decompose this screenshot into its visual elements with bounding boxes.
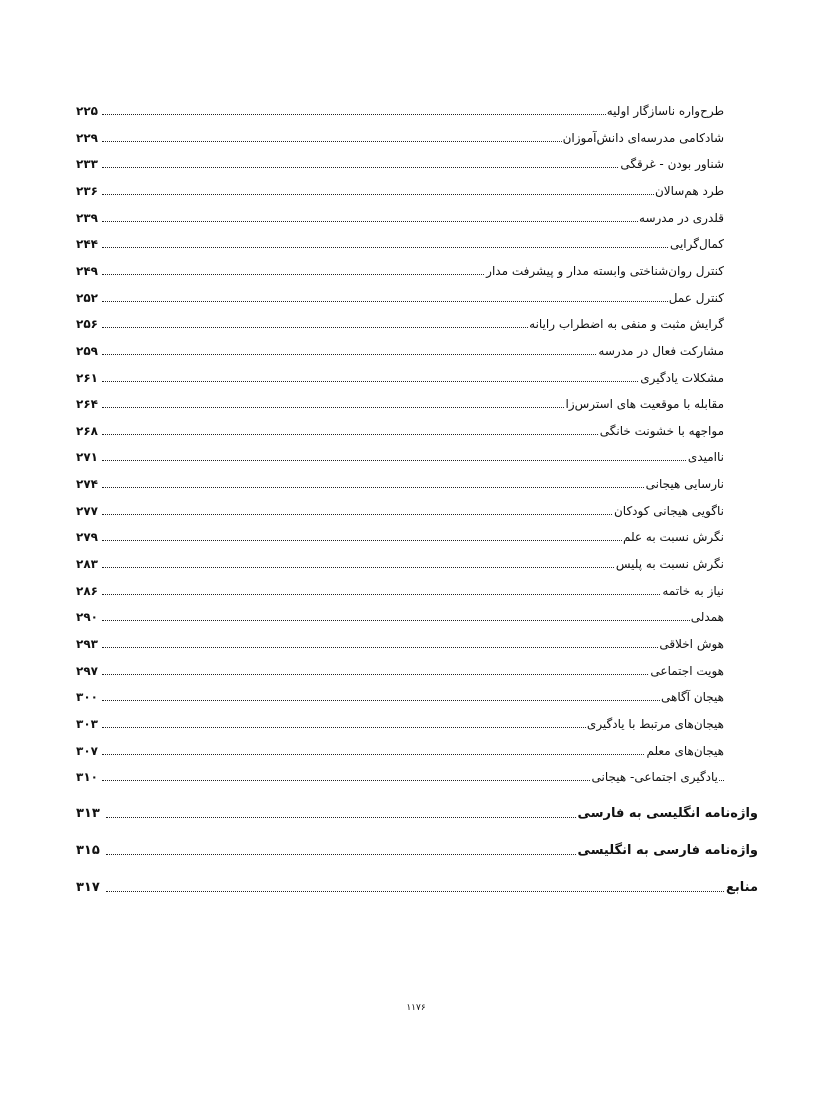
toc-major-entry-page: ۳۱۳ <box>76 806 100 821</box>
toc-entry[interactable] <box>76 577 724 599</box>
dot-leader <box>106 891 758 892</box>
toc-entry-title: یادگیری اجتماعی- هیجانی <box>591 770 718 785</box>
toc-entry-title: مواجهه با خشونت خانگی <box>599 423 724 438</box>
toc-entry[interactable] <box>76 310 724 332</box>
toc-entry-page: ۲۹۰ <box>76 610 98 625</box>
toc-entry-title: کنترل عمل <box>668 290 724 305</box>
toc-entry-title: کمال‌گرایی <box>669 237 724 252</box>
dot-leader <box>102 381 724 382</box>
toc-entry-title: کنترل روان‌شناختی وابسته مدار و پیشرفت مدار <box>486 263 724 278</box>
dot-leader <box>102 620 724 621</box>
toc-entry-title: قلدری در مدرسه <box>639 210 724 225</box>
toc-entry[interactable] <box>76 390 724 412</box>
toc-entry-page: ۲۴۹ <box>76 263 98 278</box>
toc-entry-title: نگرش نسبت به علم <box>622 530 724 545</box>
toc-entry-page: ۲۸۶ <box>76 583 98 598</box>
toc-entry[interactable] <box>76 737 724 759</box>
toc-entry-title: هیجان آگاهی <box>660 690 724 705</box>
toc-entry[interactable] <box>76 443 724 465</box>
toc-entry-title: طرح‌واره ناسازگار اولیه <box>606 104 724 118</box>
toc-entry[interactable] <box>76 550 724 572</box>
toc-entry-page: ۲۷۹ <box>76 530 98 545</box>
dot-leader <box>102 460 724 461</box>
toc-entry-page: ۳۰۳ <box>76 716 98 731</box>
toc-entry[interactable] <box>76 683 724 705</box>
toc-entry[interactable] <box>76 630 724 652</box>
toc-entry-title: شادکامی مدرسه‌ای دانش‌آموزان <box>562 130 724 145</box>
dot-leader <box>102 487 724 488</box>
toc-entry-title: شناور بودن - غرقگی <box>620 157 724 172</box>
toc-entry-page: ۲۳۶ <box>76 183 98 198</box>
toc-entry-page: ۲۷۴ <box>76 477 98 492</box>
dot-leader <box>102 594 724 595</box>
dot-leader <box>102 674 724 675</box>
dot-leader <box>102 700 724 701</box>
dot-leader <box>102 247 724 248</box>
toc-entry-page: ۲۸۳ <box>76 557 98 572</box>
toc-entry[interactable] <box>76 763 724 785</box>
toc-entry[interactable] <box>76 150 724 172</box>
toc-entry-title: هویت اجتماعی <box>650 663 724 678</box>
toc-entry-page: ۳۰۰ <box>76 690 98 705</box>
toc-entry[interactable] <box>76 124 724 146</box>
toc-major-entry-page: ۳۱۵ <box>76 843 100 858</box>
toc-entry[interactable] <box>76 257 724 279</box>
toc-entry-page: ۲۵۶ <box>76 317 98 332</box>
dot-leader <box>102 754 724 755</box>
toc-major-entry[interactable] <box>76 798 758 822</box>
toc-entry-title: ناگویی هیجانی کودکان <box>613 503 724 518</box>
toc-entry-title: گرایش مثبت و منفی به اضطراب رایانه <box>529 317 724 332</box>
toc-entry[interactable] <box>76 417 724 439</box>
toc-entry[interactable] <box>76 364 724 386</box>
toc-entry-title: همدلی <box>690 610 724 625</box>
toc-entry-page: ۲۴۴ <box>76 237 98 252</box>
toc-major-entry-title: واژه‌نامه فارسی به انگلیسی <box>577 843 758 858</box>
toc-major-entry[interactable] <box>76 835 758 859</box>
toc-entry-page: ۲۵۹ <box>76 343 98 358</box>
toc-entry-title: مقابله با موقعیت های استرس‌زا <box>565 397 724 412</box>
page-number: ۱۱۷۶ <box>406 1003 426 1013</box>
toc-entry-page: ۲۲۹ <box>76 130 98 145</box>
toc-entry-page: ۲۵۲ <box>76 290 98 305</box>
toc-entry-title: نارسایی هیجانی <box>645 477 724 492</box>
dot-leader <box>102 194 724 195</box>
dot-leader <box>102 301 724 302</box>
toc-major-entry-title: واژه‌نامه انگلیسی به فارسی <box>577 806 758 821</box>
toc-entry-page: ۲۳۹ <box>76 210 98 225</box>
toc-entry[interactable] <box>76 497 724 519</box>
toc-entry-page: ۳۰۷ <box>76 743 98 758</box>
toc-entry-page: ۲۶۱ <box>76 370 98 385</box>
toc-entry-title: نگرش نسبت به پلیس <box>615 557 724 572</box>
dot-leader <box>102 221 724 222</box>
toc-entry[interactable] <box>76 204 724 226</box>
toc-entry[interactable] <box>76 230 724 252</box>
toc-entry[interactable] <box>76 97 724 119</box>
toc-entry-page: ۲۶۸ <box>76 423 98 438</box>
toc-entry-page: ۲۲۵ <box>76 104 98 118</box>
toc-major-entry-title: منابع <box>726 880 758 895</box>
toc-entry-title: مشکلات یادگیری <box>640 370 724 385</box>
toc-entry-page: ۲۶۴ <box>76 397 98 412</box>
toc-entry[interactable] <box>76 710 724 732</box>
toc-entry-title: هوش اخلاقی <box>659 637 724 651</box>
toc-major-entry[interactable] <box>76 872 758 896</box>
toc-entry[interactable] <box>76 603 724 625</box>
toc-entry[interactable] <box>76 657 724 679</box>
toc-entry-page: ۲۹۳ <box>76 637 98 651</box>
toc-entry-title: ناامیدی <box>687 450 724 465</box>
toc-entry[interactable] <box>76 337 724 359</box>
toc-entry-title: هیجان‌های مرتبط با یادگیری <box>586 716 724 731</box>
toc-entry[interactable] <box>76 470 724 492</box>
toc-entry-title: مشارکت فعال در مدرسه <box>598 343 724 358</box>
toc-entry[interactable] <box>76 177 724 199</box>
toc-entry-title: نیاز به خاتمه <box>662 583 724 598</box>
toc-entry-title: طرد هم‌سالان <box>654 183 724 198</box>
toc-major-entry-page: ۳۱۷ <box>76 880 100 895</box>
toc-entry-page: ۲۷۱ <box>76 450 98 465</box>
dot-leader <box>102 647 724 648</box>
toc-entry-page: ۲۳۳ <box>76 157 98 172</box>
toc-entry[interactable] <box>76 284 724 306</box>
toc-entry-title: هیجان‌های معلم <box>646 743 724 758</box>
toc-entry-page: ۲۹۷ <box>76 663 98 678</box>
toc-entry[interactable] <box>76 523 724 545</box>
toc-entry-page: ۳۱۰ <box>76 770 98 785</box>
toc-entry-page: ۲۷۷ <box>76 503 98 518</box>
